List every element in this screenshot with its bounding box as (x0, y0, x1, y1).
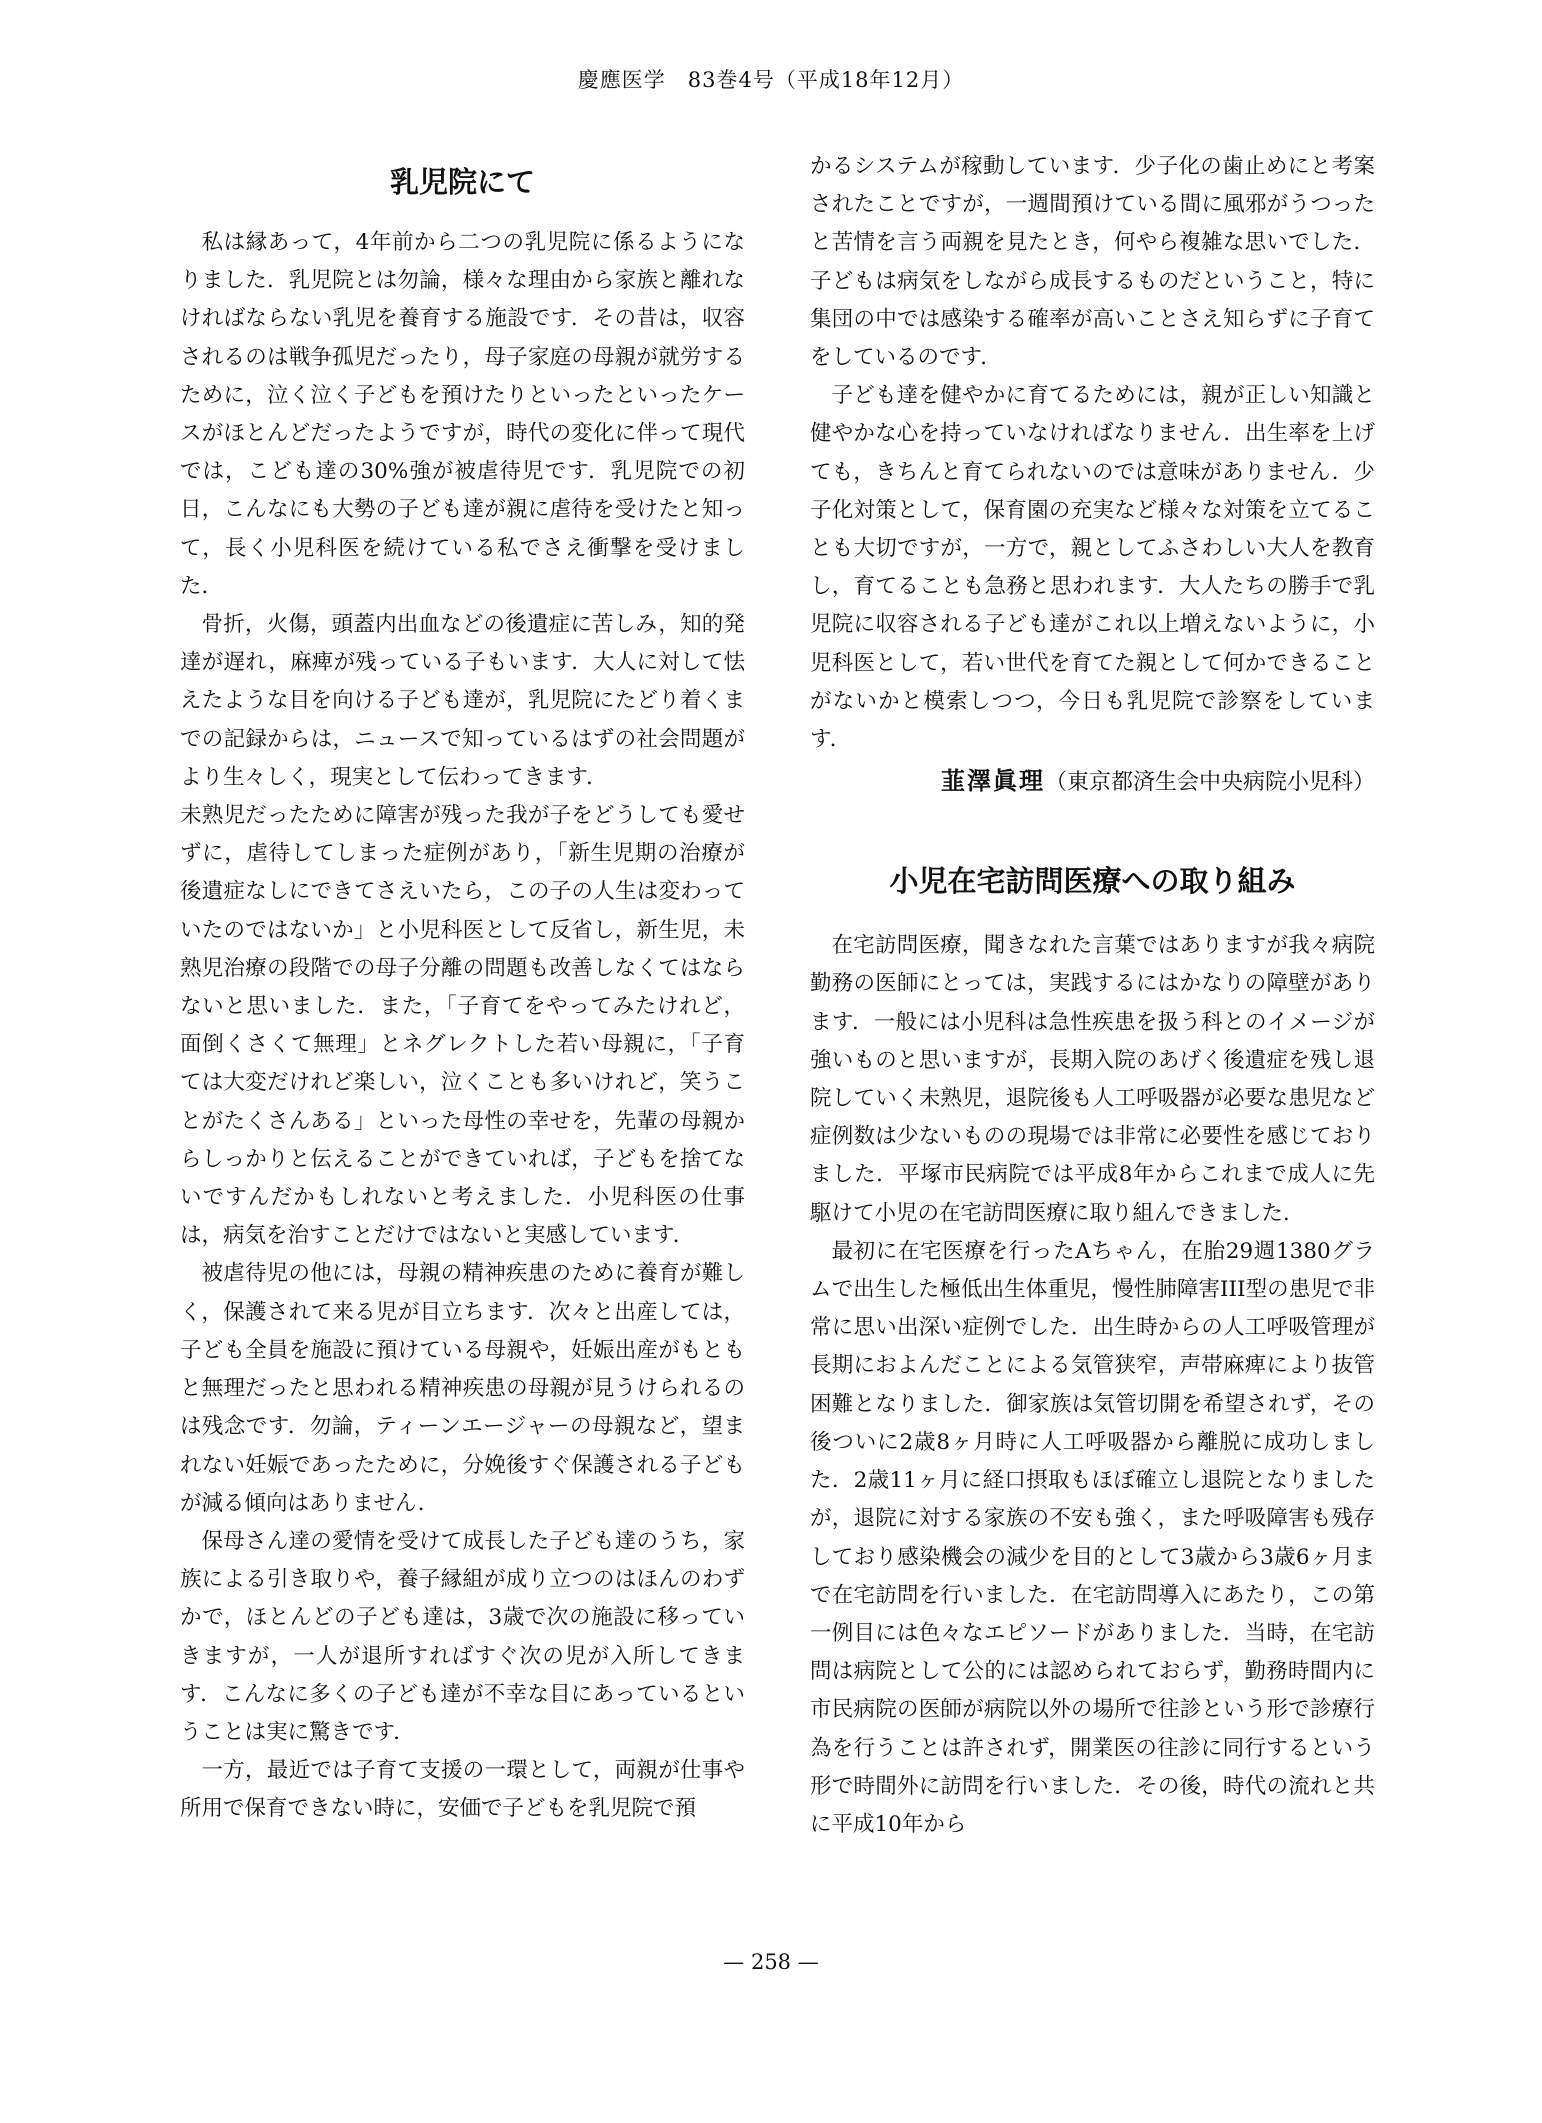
section-gap (810, 805, 1375, 851)
body-paragraph: 私は縁あって，4年前から二つの乳児院に係るようになりました．乳児院とは勿論，様々な理由から家族と離れなければならない乳児を養育する施設です．その昔は，収容されるのは戦争孤児だったり，母子家庭の母親が就労するために，泣く泣く子どもを預けたりといったといったケースがほとんどだったようですが，時代の変化に伴って現代では，こども達の30%強が被虐待児です．乳児院での初日，こんなにも大勢の子ども達が親に虐待を受けたと知って，長く小児科医を続けている私でさえ衝撃を受けました． (180, 230, 745, 599)
left-column (180, 148, 745, 1829)
author-line (810, 759, 1375, 805)
body-paragraph: 在宅訪問医療，聞きなれた言葉ではありますが我々病院勤務の医師にとっては，実践するにはかなりの障壁があります．一般には小児科は急性疾患を扱う科とのイメージが強いものと思いますが，長期入院のあげく後遺症を残し退院していく未熟児，退院後も人工呼吸器が必要な患児など症例数は少ないものの現場では非常に必要性を感じておりました．平塚市民病院では平成8年からこれまで成人に先駆けて小児の在宅訪問医療に取り組んできました． (810, 933, 1375, 1226)
body-paragraph: 骨折，火傷，頭蓋内出血などの後遺症に苦しみ，知的発達が遅れ，麻痺が残っている子もいます．大人に対して怯えたような目を向ける子ども達が，乳児院にたどり着くまでの記録からは，ニュースで知っているはずの社会問題がより生々しく，現実として伝わってきます． (180, 612, 745, 790)
body-paragraph: 最初に在宅医療を行ったAちゃん，在胎29週1380グラムで出生した極低出生体重児，慢性肺障害III型の患児で非常に思い出深い症例でした．出生時からの人工呼吸管理が長期におよんだことによる気管狭窄，声帯麻痺により抜管困難となりました．御家族は気管切開を希望されず，その後ついに2歳8ヶ月時に人工呼吸器から離脱に成功しました．2歳11ヶ月に経口摂取もほぼ確立し退院となりましたが，退院に対する家族の不安も強く，また呼吸障害も残存しており感染機会の減少を目的として3歳から3歳6ヶ月まで在宅訪問を行いました．在宅訪問導入にあたり，この第一例目には色々なエピソードがありました．当時，在宅訪問は病院として公的には認められておらず，勤務時間内に市民病院の医師が病院以外の場所で往診という形で診療行為を行うことは許されず，開業医の往診に同行するという形で時間外に訪問を行いました．その後，時代の流れと共に平成10年から (810, 1238, 1375, 1837)
page-number: — 258 — (723, 1950, 819, 1974)
body-paragraph: 保母さん達の愛情を受けて成長した子ども達のうち，家族による引き取りや，養子縁組が成り立つのはほんのわずかで，ほとんどの子ども達は，3歳で次の施設に移っていきますが，一人が退所すればすぐ次の児が入所してきます．こんなに多くの子ども達が不幸な目にあっているということは実に驚きです． (180, 1528, 745, 1745)
body-paragraph: 被虐待児の他には，母親の精神疾患のために養育が難しく，保護されて来る児が目立ちます．次々と出産しては，子ども全員を施設に預けている母親や，妊娠出産がもともと無理だったと思われる精神疾患の母親が見うけられるのは残念です．勿論，ティーンエージャーの母親など，望まれない妊娠であったために，分娩後すぐ保護される子どもが減る傾向はありません． (180, 1261, 745, 1516)
body-paragraph: 未熟児だったために障害が残った我が子をどうしても愛せずに，虐待してしまった症例があり，「新生児期の治療が後遺症なしにできてさえいたら，この子の人生は変わっていたのではないか」と小児科医として反省し，新生児，未熟児治療の段階での母子分離の問題も改善しなくてはならないと思いました．また，「子育てをやってみたけれど，面倒くさくて無理」とネグレクトした若い母親に，「子育ては大変だけれど楽しい，泣くことも多いけれど，笑うことがたくさんある」といった母性の幸せを，先輩の母親からしっかりと伝えることができていれば，子どもを捨てないですんだかもしれないと考えました．小児科医の仕事は，病気を治すことだけではないと実感しています． (180, 803, 745, 1249)
article-title-home-visit-care: 小児在宅訪問医療への取り組み (889, 864, 1296, 899)
running-header: 慶應医学 83巻4号（平成18年12月） (577, 68, 965, 92)
body-paragraph: 一方，最近では子育て支援の一環として，両親が仕事や所用で保育できない時に，安価で子どもを乳児院で預 (180, 1758, 745, 1822)
article-title-infant-home: 乳児院にて (389, 165, 535, 199)
author-name: 韮澤眞理 (940, 767, 1045, 796)
right-column (810, 148, 1375, 1844)
author-affiliation: （東京都済生会中央病院小児科） (1044, 770, 1375, 796)
body-paragraph: かるシステムが稼動しています．少子化の歯止めにと考案されたことですが，一週間預けている間に風邪がうつったと苦情を言う両親を見たとき，何やら複雑な思いでした．子どもは病気をしながら成長するものだということ，特に集団の中では感染する確率が高いことさえ知らずに子育てをしているのです． (810, 154, 1375, 371)
body-paragraph: 子ども達を健やかに育てるためには，親が正しい知識と健やかな心を持っていなければなりません．出生率を上げても，きちんと育てられないのでは意味がありません．少子化対策として，保育園の充実など様々な対策を立てることも大切ですが，一方で，親としてふさわしい大人を教育し，育てることも急務と思われます．大人たちの勝手で乳児院に収容される子ども達がこれ以上増えないように，小児科医として，若い世代を育てた親として何かできることがないかと模索しつつ，今日も乳児院で診察をしています． (810, 383, 1375, 753)
